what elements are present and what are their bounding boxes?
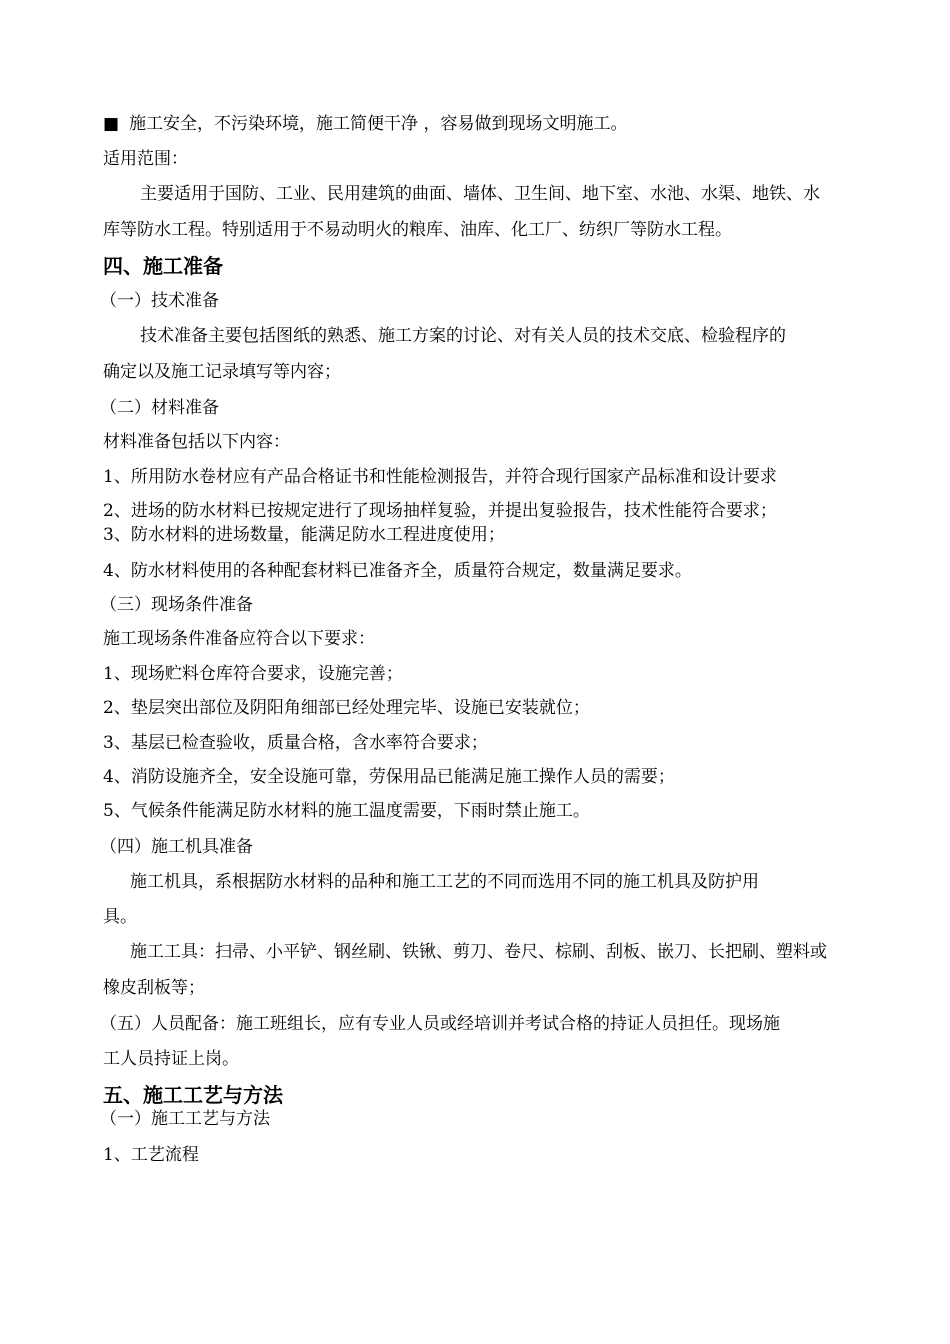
site-prep-title: （三）现场条件准备 [100,595,253,615]
scope-label: 适用范围： [103,149,188,169]
tools-line-1: 施工工具：扫帚、小平铲、钢丝刷、铁锹、剪刀、卷尺、棕刷、刮板、嵌刀、长把刷、塑料或 [130,942,827,962]
staff-line-1: （五）人员配备：施工班组长，应有专业人员或经培训并考试合格的持证人员担任。现场施 [100,1014,780,1034]
material-prep-title: （二）材料准备 [100,398,219,418]
site-item-3: 3、基层已检查验收，质量合格，含水率符合要求； [103,733,488,753]
bullet-square-icon: ■ [103,114,120,134]
material-prep-intro: 材料准备包括以下内容： [103,432,290,452]
bullet-line [103,113,853,135]
material-item-3: 3、防水材料的进场数量，能满足防水工程进度使用； [103,525,505,545]
tech-prep-line-2: 确定以及施工记录填写等内容； [103,362,341,382]
material-item-4: 4、防水材料使用的各种配套材料已准备齐全，质量符合规定，数量满足要求。 [103,561,692,581]
section-5-item-1: 1、工艺流程 [103,1145,199,1165]
site-item-1: 1、现场贮料仓库符合要求，设施完善； [103,664,403,684]
tech-prep-title: （一）技术准备 [100,291,219,311]
material-item-2: 2、进场的防水材料已按规定进行了现场抽样复验，并提出复验报告，技术性能符合要求； [103,501,777,521]
tools-line-2: 橡皮刮板等； [103,978,205,998]
site-item-4: 4、消防设施齐全，安全设施可靠，劳保用品已能满足施工操作人员的需要； [103,767,675,787]
machine-line-1: 施工机具，系根据防水材料的品种和施工工艺的不同而选用不同的施工机具及防护用 [130,872,759,892]
section-5-sub-1: （一）施工工艺与方法 [100,1109,270,1129]
tech-prep-line-1: 技术准备主要包括图纸的熟悉、施工方案的讨论、对有关人员的技术交底、检验程序的 [140,326,786,346]
scope-paragraph-line-2: 库等防水工程。特别适用于不易动明火的粮库、油库、化工厂、纺织厂等防水工程。 [103,220,732,240]
material-item-1: 1、所用防水卷材应有产品合格证书和性能检测报告，并符合现行国家产品标准和设计要求 [103,467,777,487]
machine-line-2: 具。 [103,907,137,927]
bullet-text: 施工安全，不污染环境，施工简便干净 ，容易做到现场文明施工。 [129,114,628,134]
section-5-heading: 五、施工工艺与方法 [103,1083,283,1107]
section-4-heading: 四、施工准备 [103,254,223,278]
site-item-5: 5、气候条件能满足防水材料的施工温度需要，下雨时禁止施工。 [103,801,590,821]
site-prep-intro: 施工现场条件准备应符合以下要求： [103,629,375,649]
staff-line-2: 工人员持证上岗。 [103,1049,239,1069]
machine-prep-title: （四）施工机具准备 [100,837,253,857]
scope-paragraph-line-1: 主要适用于国防、工业、民用建筑的曲面、墙体、卫生间、地下室、水池、水渠、地铁、水 [140,184,820,204]
site-item-2: 2、垫层突出部位及阴阳角细部已经处理完毕、设施已安装就位； [103,698,590,718]
